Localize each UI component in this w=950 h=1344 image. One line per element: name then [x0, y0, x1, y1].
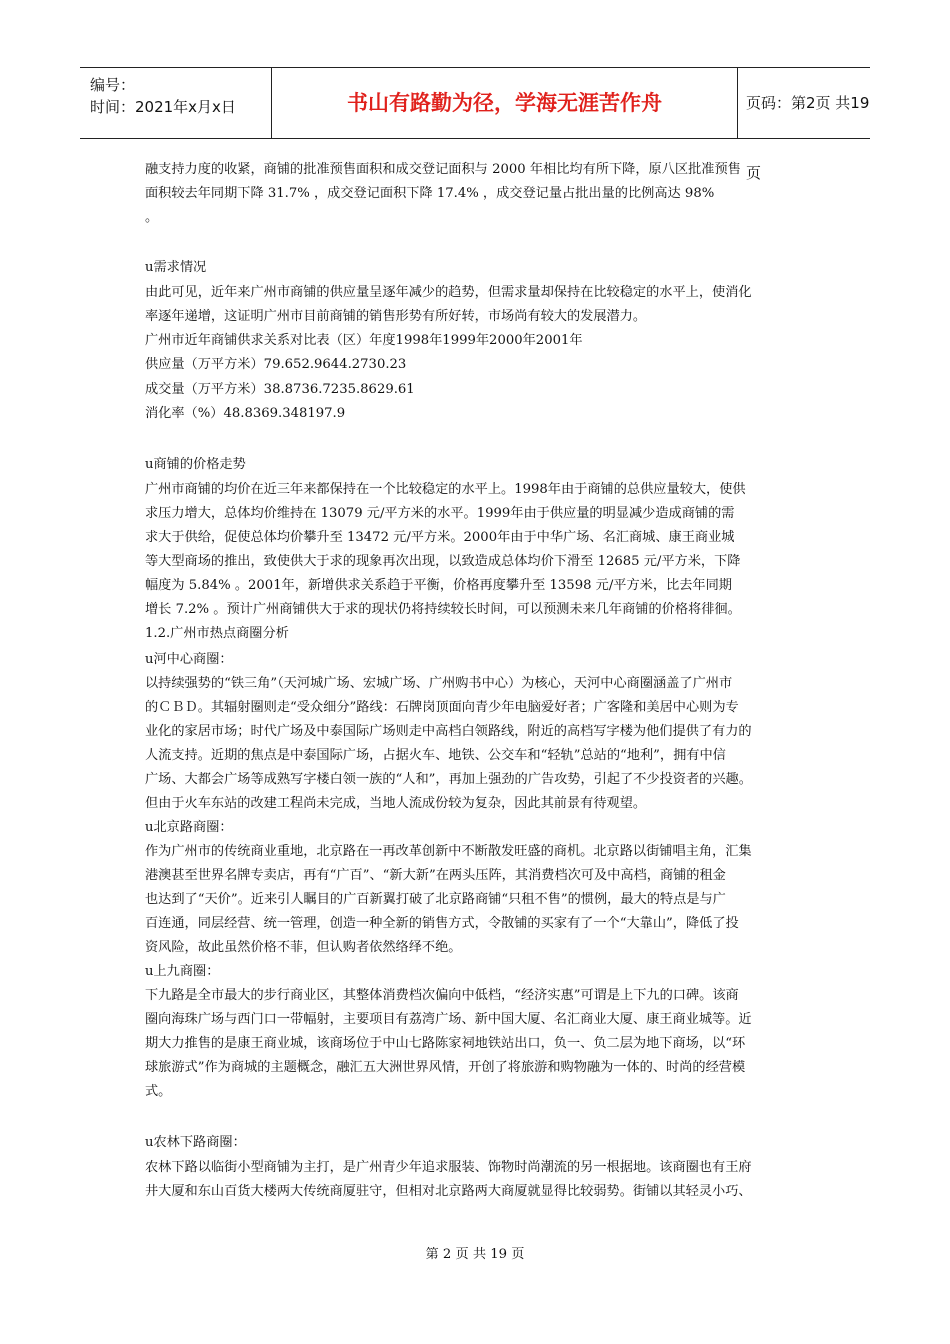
text-line: 期大力推售的是康王商业城，该商场位于中山七路陈家祠地铁站出口，负一、负二层为地下商场，以“环: [145, 1036, 746, 1051]
text-line: 增长 7.2% 。预计广州商铺供大于求的现状仍将持续较长时间，可以预测未来几年商铺的价格将徘徊。: [145, 602, 741, 617]
text-line: 广州市近年商铺供求关系对比表（区）年度1998年1999年2000年2001年: [145, 333, 583, 348]
text-line: 人流支持。近期的焦点是中泰国际广场，占据火车、地铁、公交车和“轻轨”总站的“地利”，拥有中信: [145, 748, 726, 763]
text-line: 由此可见，近年来广州市商铺的供应量呈逐年减少的趋势，但需求量却保持在比较稳定的水平上，使消化: [145, 285, 752, 300]
text-line: 广州市商铺的均价在近三年来都保持在一个比较稳定的水平上。1998年由于商铺的总供应量较大，使供: [145, 482, 746, 497]
page-footer: 第 2 页 共 19 页: [425, 1247, 525, 1262]
text-line: u河中心商圈：: [145, 652, 233, 667]
text-line: 融支持力度的收紧，商铺的批准预售面积和成交登记面积与 2000 年相比均有所下降，原八区批准预售: [145, 162, 741, 177]
text-line: 率逐年递增，这证明广州市目前商铺的销售形势有所好转，市场尚有较大的发展潜力。: [145, 309, 647, 324]
text-line: 也达到了“天价”。近来引人瞩目的广百新翼打破了北京路商铺“只租不售”的惯例，最大的特点是与广: [145, 892, 726, 907]
text-line: 消化率（%）48.8369.348197.9: [145, 406, 346, 421]
text-line: 1.2.广州市热点商圈分析: [145, 626, 289, 641]
text-line: u北京路商圈：: [145, 820, 233, 835]
text-line: 球旅游式”作为商城的主题概念，融汇五大洲世界风情，开创了将旅游和购物融为一体的、时尚的经营模: [145, 1060, 746, 1075]
text-line: 。: [145, 210, 159, 225]
text-line: 求压力增大，总体均价维持在 13079 元/平方米的水平。1999年由于供应量的明显减少造成商铺的需: [145, 506, 735, 521]
text-line: u商铺的价格走势: [145, 457, 246, 472]
text-line: 作为广州市的传统商业重地，北京路在一再改革创新中不断散发旺盛的商机。北京路以街铺唱主角，汇集: [145, 844, 752, 859]
text-line: 下九路是全市最大的步行商业区，其整体消费档次偏向中低档，“经济实惠”可谓是上下九的口碑。该商: [145, 988, 739, 1003]
text-line: 但由于火车东站的改建工程尚未完成，当地人流成份较为复杂，因此其前景有待观望。: [145, 796, 647, 811]
header-page-label: 页码：第2页 共19页: [746, 94, 870, 182]
text-line: 面积较去年同期下降 31.7% ，成交登记面积下降 17.4% ，成交登记量占批出量的比例高达 98%: [145, 186, 715, 201]
text-line: 资风险，故此虽然价格不菲，但认购者依然络绎不绝。: [145, 940, 462, 955]
text-line: 式。: [145, 1084, 172, 1099]
text-line: 求大于供给，促使总体均价攀升至 13472 元/平方米。2000年由于中华广场、名汇商城、康王商业城: [145, 530, 735, 545]
text-line: 的ＣＢＤ。其辐射圈则走“受众细分”路线：石牌岗顶面向青少年电脑爱好者；广客隆和美居中心则为专: [145, 700, 739, 715]
text-line: 以持续强势的“铁三角”（天河城广场、宏城广场、广州购书中心）为核心，天河中心商圈涵盖了广州市: [145, 676, 733, 691]
header-meta: [80, 68, 272, 138]
text-line: 圈向海珠广场与西门口一带幅射，主要项目有荔湾广场、新中国大厦、名汇商业大厦、康王商业城等。近: [145, 1012, 752, 1027]
text-line: 广场、大都会广场等成熟写字楼白领一族的“人和”，再加上强劲的广告攻势，引起了不少投资者的兴趣。: [145, 772, 752, 787]
text-line: 农林下路以临街小型商铺为主打，是广州青少年追求服装、饰物时尚潮流的另一根据地。该商圈也有王府: [145, 1160, 752, 1175]
text-line: 等大型商场的推出，致使供大于求的现象再次出现，以致造成总体均价下滑至 12685 元/平方米，下降: [145, 554, 741, 569]
header-motto: 书山有路勤为径，学海无涯苦作舟: [272, 68, 738, 138]
text-line: 业化的家居市场；时代广场及中泰国际广场则走中高档白领路线，附近的高档写字楼为他们提供了有力的: [145, 724, 752, 739]
text-line: 供应量（万平方米）79.652.9644.2730.23: [145, 357, 407, 372]
time-label: 时间：2021年x月x日: [90, 98, 236, 116]
text-line: 百连通，同层经营、统一管理，创造一种全新的销售方式，令散铺的买家有了一个“大靠山”，降低了投: [145, 916, 739, 931]
text-line: u农林下路商圈：: [145, 1135, 246, 1150]
text-line: u需求情况: [145, 260, 207, 275]
text-line: 幅度为 5.84% 。2001年，新增供求关系趋于平衡，价格再度攀升至 13598 元/平方米，比去年同期: [145, 578, 732, 593]
text-line: 井大厦和东山百货大楼两大传统商厦驻守，但相对北京路两大商厦就显得比较弱势。街铺以其轻灵小巧、: [145, 1184, 752, 1199]
text-line: 成交量（万平方米）38.8736.7235.8629.61: [145, 382, 415, 397]
number-label: 编号：: [90, 76, 136, 94]
text-line: 港澳甚至世界名牌专卖店，再有“广百”、“新大新”在两头压阵，其消费档次可及中高档，商铺的租金: [145, 868, 726, 883]
text-line: u上九商圈：: [145, 964, 220, 979]
